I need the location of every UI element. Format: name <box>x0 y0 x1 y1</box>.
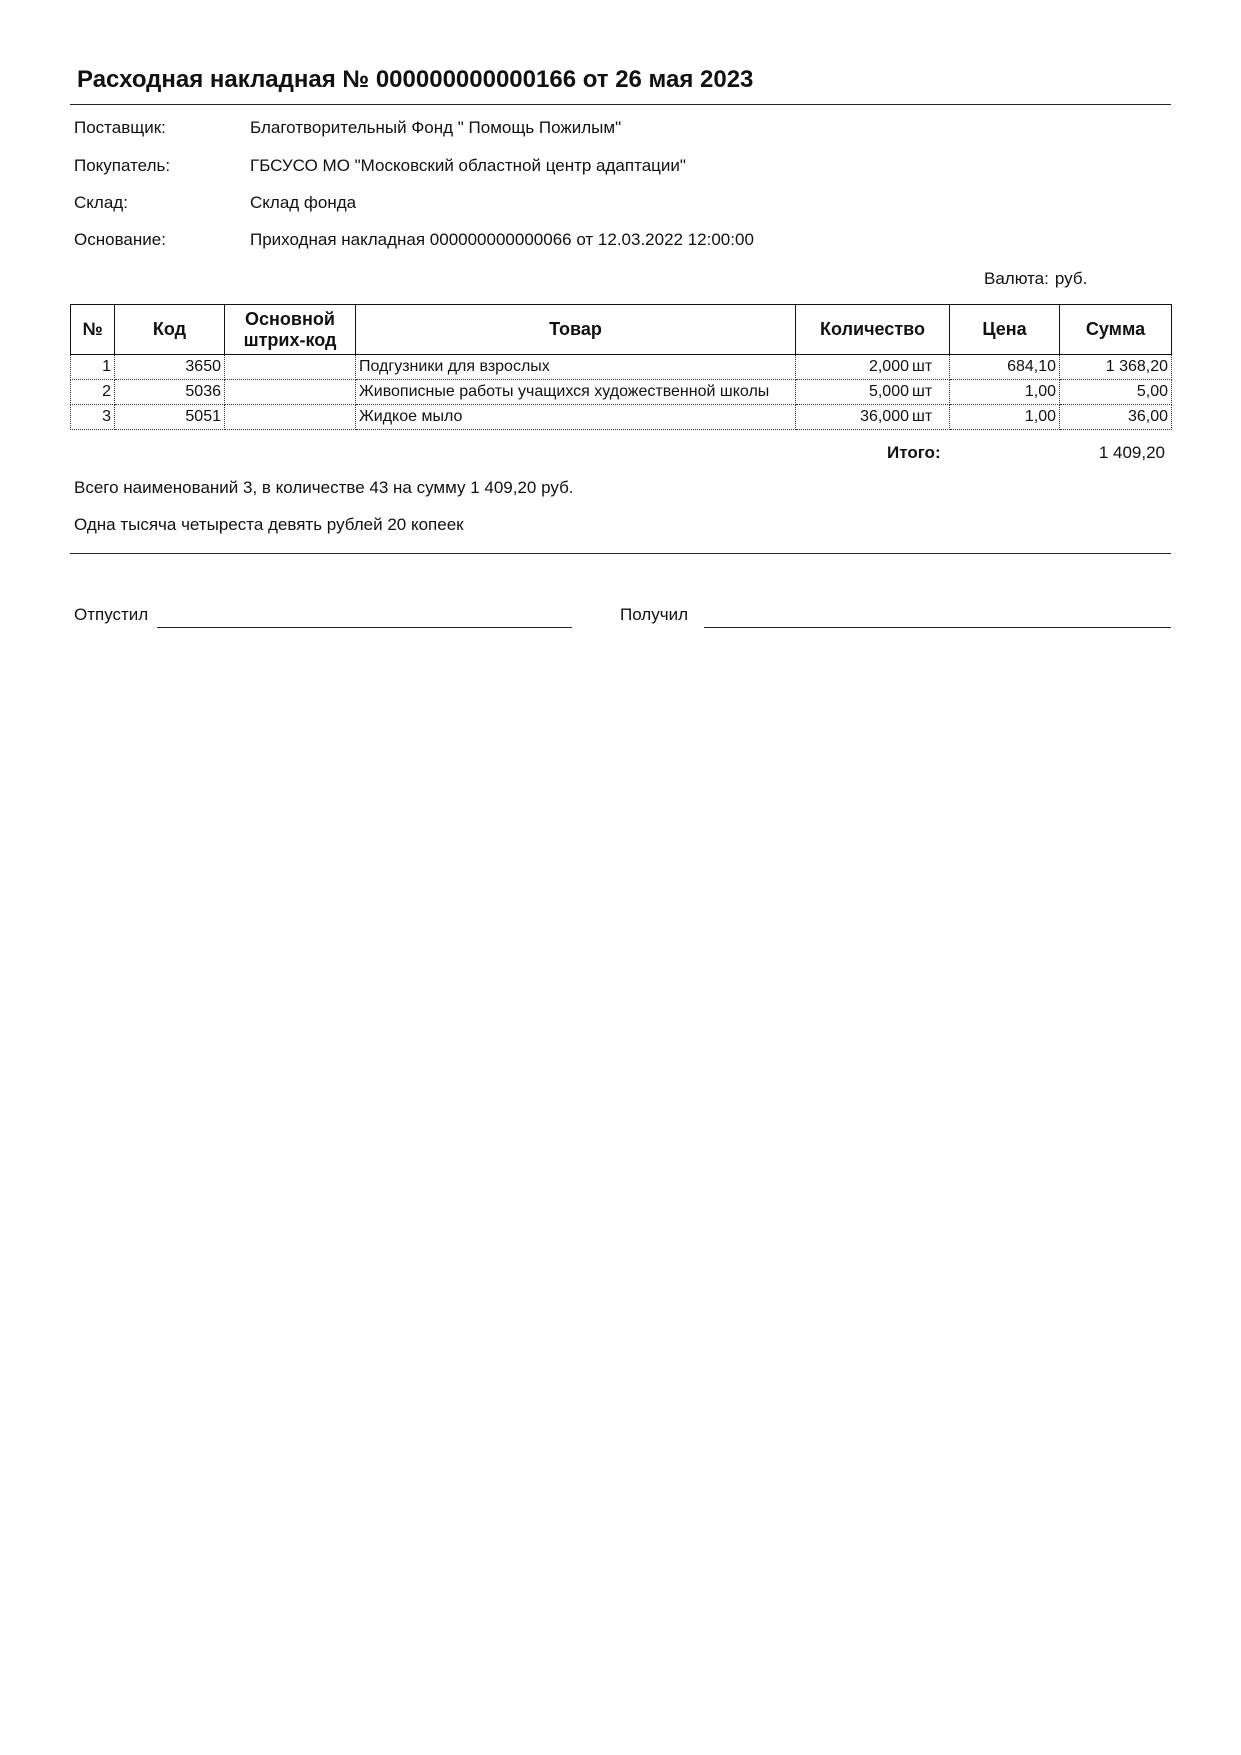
row-quantity-value: 5,000 <box>868 383 909 400</box>
amount-in-words: Одна тысяча четыреста девять рублей 20 копеек <box>74 515 464 534</box>
basis-value: Приходная накладная 000000000000066 от 12.03.2022 12:00:00 <box>250 230 754 249</box>
header-barcode: Основной штрих-код <box>225 305 356 355</box>
row-price: 1,00 <box>950 405 1060 430</box>
document-title: Расходная накладная № 000000000000166 от 26 мая 2023 <box>77 66 754 93</box>
summary-line: Всего наименований 3, в количестве 43 на сумму 1 409,20 руб. <box>74 478 574 497</box>
row-sum: 1 368,20 <box>1060 355 1172 380</box>
row-quantity <box>796 405 950 430</box>
items-table <box>70 304 1172 430</box>
row-num: 3 <box>71 405 115 430</box>
currency-row <box>984 269 1087 289</box>
row-quantity <box>796 355 950 380</box>
released-signature-line <box>157 627 572 628</box>
header-code: Код <box>115 305 225 355</box>
row-quantity <box>796 380 950 405</box>
row-price: 1,00 <box>950 380 1060 405</box>
supplier-label: Поставщик: <box>74 118 166 137</box>
header-product: Товар <box>356 305 796 355</box>
table-row <box>71 380 1172 405</box>
row-product: Подгузники для взрослых <box>356 355 796 380</box>
currency-value: руб. <box>1054 269 1088 288</box>
total-label: Итого: <box>887 443 941 462</box>
row-unit: шт <box>912 358 933 375</box>
table-row <box>71 405 1172 430</box>
buyer-label: Покупатель: <box>74 156 171 175</box>
title-divider <box>70 104 1171 105</box>
warehouse-label: Склад: <box>74 193 128 212</box>
table-row <box>71 355 1172 380</box>
supplier-value: Благотворительный Фонд " Помощь Пожилым" <box>250 118 622 137</box>
header-quantity: Количество <box>796 305 950 355</box>
row-code: 5051 <box>115 405 225 430</box>
header-price: Цена <box>950 305 1060 355</box>
row-num: 2 <box>71 380 115 405</box>
row-sum: 5,00 <box>1060 380 1172 405</box>
received-signature-line <box>704 627 1171 628</box>
row-price: 684,10 <box>950 355 1060 380</box>
row-code: 5036 <box>115 380 225 405</box>
released-label: Отпустил <box>74 605 149 624</box>
bottom-divider <box>70 553 1171 554</box>
table-header-row <box>71 305 1172 355</box>
row-code: 3650 <box>115 355 225 380</box>
row-barcode <box>225 380 356 405</box>
currency-label: Валюта: <box>984 269 1049 288</box>
row-quantity-value: 2,000 <box>868 358 909 375</box>
row-barcode <box>225 355 356 380</box>
warehouse-value: Склад фонда <box>250 193 357 212</box>
row-unit: шт <box>912 383 933 400</box>
row-barcode <box>225 405 356 430</box>
row-product: Живописные работы учащихся художественной школы <box>356 380 796 405</box>
buyer-value: ГБСУСО МО "Московский областной центр адаптации" <box>250 156 686 175</box>
total-value: 1 409,20 <box>1098 443 1165 462</box>
row-unit: шт <box>912 408 933 425</box>
received-label: Получил <box>620 605 688 624</box>
row-num: 1 <box>71 355 115 380</box>
row-sum: 36,00 <box>1060 405 1172 430</box>
row-quantity-value: 36,000 <box>860 408 909 425</box>
row-product: Жидкое мыло <box>356 405 796 430</box>
header-num: № <box>71 305 115 355</box>
basis-label: Основание: <box>74 230 166 249</box>
header-sum: Сумма <box>1060 305 1172 355</box>
